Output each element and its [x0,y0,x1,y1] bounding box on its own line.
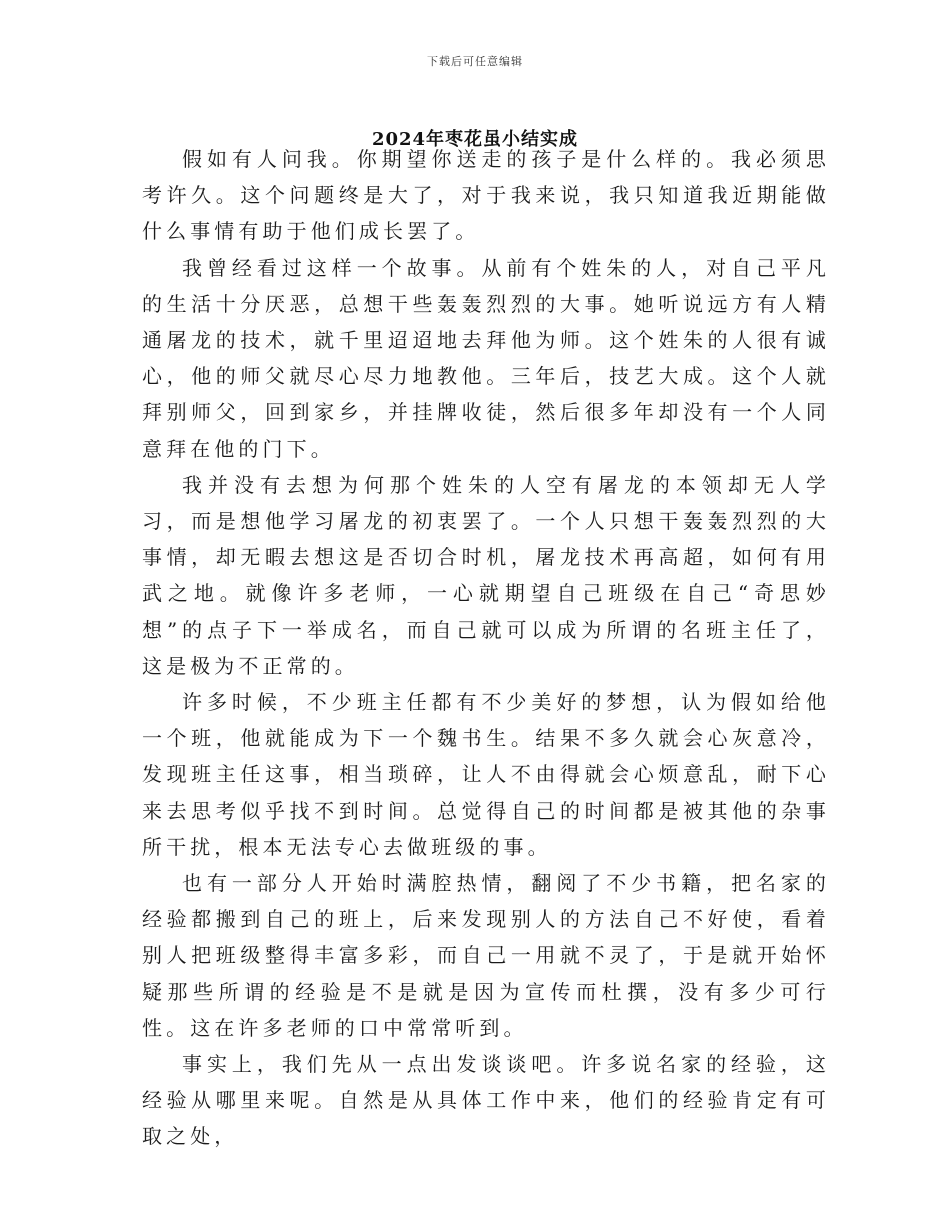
document-body [142,141,830,1155]
document-title: 2024年枣花虽小结实成 [371,129,579,150]
paragraph: 假如有人问我。你期望你送走的孩子是什么样的。我必须思考许久。这个问题终是大了，对于我来说，我只知道我近期能做什么事情有助于他们成长罢了。 [142,147,830,244]
paragraph: 许多时候，不少班主任都有不少美好的梦想，认为假如给他一个班，他就能成为下一个魏书生。结果不多久就会心灰意冷，发现班主任这事，相当琐碎，让人不由得就会心烦意乱，耐下心来去思考似乎找不到时间。总觉得自己的时间都是被其他的杂事所干扰，根本无法专心去做班级的事。 [142,690,830,859]
paragraph: 也有一部分人开始时满腔热情，翻阅了不少书籍，把名家的经验都搬到自己的班上，后来发现别人的方法自己不好使，看着别人把班级整得丰富多彩，而自己一用就不灵了，于是就开始怀疑那些所谓的经验是不是就是因为宣传而杜撰，没有多少可行性。这在许多老师的口中常常听到。 [142,871,830,1040]
paragraph: 事实上，我们先从一点出发谈谈吧。许多说名家的经验，这经验从哪里来呢。自然是从具体工作中来，他们的经验肯定有可取之处， [142,1052,830,1149]
paragraph: 我并没有去想为何那个姓朱的人空有屠龙的本领却无人学习，而是想他学习屠龙的初衷罢了。一个人只想干轰轰烈烈的大事情，却无暇去想这是否切合时机，屠龙技术再高超，如何有用武之地。就像许多老师，一心就期望自己班级在自己“奇思妙想”的点子下一举成名，而自己就可以成为所谓的名班主任了，这是极为不正常的。 [142,472,830,678]
paragraph: 我曾经看过这样一个故事。从前有个姓朱的人，对自己平凡的生活十分厌恶，总想干些轰轰烈烈的大事。她听说远方有人精通屠龙的技术，就千里迢迢地去拜他为师。这个姓朱的人很有诚心，他的师父就尽心尽力地教他。三年后，技艺大成。这个人就拜别师父，回到家乡，并挂牌收徒，然后很多年却没有一个人同意拜在他的门下。 [142,255,830,461]
header-note: 下载后可任意编辑 [427,55,523,68]
